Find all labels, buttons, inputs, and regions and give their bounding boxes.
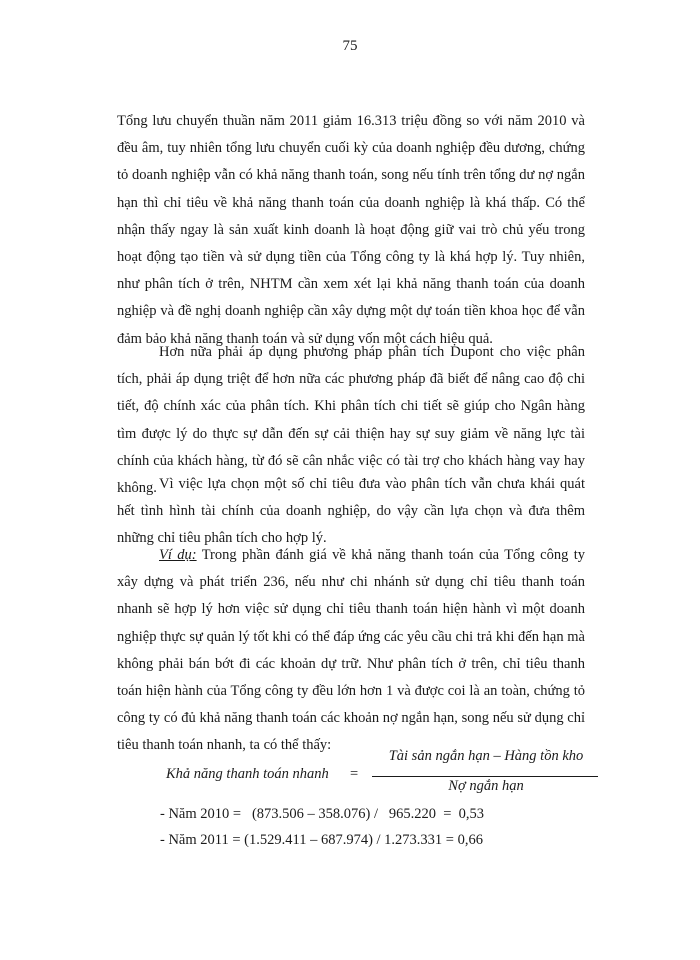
formula-equals: =: [350, 766, 359, 782]
page-number: 75: [342, 38, 358, 54]
calculation-2010: - Năm 2010 = (873.506 – 358.076) / 965.220 = 0,53: [160, 806, 485, 822]
paragraph-example: [117, 542, 585, 760]
example-text: Trong phần đánh giá về khả năng thanh toán của Tổng công ty xây dựng và phát triển 236, nếu như chi nhánh sử dụng chỉ tiêu thanh toán nhanh sẽ hợp lý hơn việc sử dụng chỉ tiêu thanh toán hiện hành vì một doanh nghiệp thực sự quản lý tốt khi có thể đáp ứng các yêu cầu chi trả khi đến hạn mà không phải bán bớt đi các khoản dự trữ. Như phân tích ở trên, chỉ tiêu thanh toán hiện hành của Tổng công ty đều lớn hơn 1 và được coi là an toàn, chứng tỏ công ty có đủ khả năng thanh toán các khoản nợ ngắn hạn, song nếu sử dụng chỉ tiêu thanh toán nhanh, ta có thể thấy:: [117, 547, 586, 754]
paragraph-dupont: Hơn nữa phải áp dụng phương pháp phân tích Dupont cho việc phân tích, phải áp dụng triệt để hơn nữa các phương pháp đã biết để nâng cao độ chi tiết, độ chính xác của phân tích. Khi phân tích chi tiết sẽ giúp cho Ngân hàng tìm được lý do thực sự dẫn đến sự cải thiện hay sự suy giảm về năng lực tài chính của khách hàng, từ đó sẽ cân nhắc việc có tài trợ cho khách hàng vay hay không.: [117, 344, 585, 497]
example-label: Ví dụ:: [159, 547, 197, 563]
calculation-2011: - Năm 2011 = (1.529.411 – 687.974) / 1.273.331 = 0,66: [160, 832, 483, 848]
paragraph-cash-flow: Tổng lưu chuyển thuần năm 2011 giảm 16.313 triệu đồng so với năm 2010 và đều âm, tuy nhiên tổng lưu chuyển cuối kỳ của doanh nghiệp đều dương, chứng tỏ doanh nghiệp vẫn có khả năng thanh toán, song nếu tính trên tổng dư nợ ngắn hạn thì chỉ tiêu về khả năng thanh toán của doanh nghiệp là khá thấp. Có thể nhận thấy ngay là sản xuất kinh doanh là hoạt động giữ vai trò chủ yếu trong hoạt động tạo tiền và sử dụng tiền của Tổng công ty là khá hợp lý. Tuy nhiên, như phân tích ở trên, NHTM cần xem xét lại khả năng thanh toán của doanh nghiệp và đề nghị doanh nghiệp cần xây dựng một dự toán tiền khoa học để vẫn đảm bảo khả năng thanh toán và sử dụng vốn một cách hiệu quả.: [117, 113, 585, 347]
fraction-bar: [372, 776, 598, 777]
quick-ratio-formula: [160, 748, 600, 804]
paragraph-indicators: Vì việc lựa chọn một số chỉ tiêu đưa vào phân tích vẫn chưa khái quát hết tình hình tài chính của doanh nghiệp, do vậy cần lựa chọn và đưa thêm những chỉ tiêu phân tích cho hợp lý.: [117, 476, 585, 547]
formula-numerator: Tài sản ngắn hạn – Hàng tồn kho: [388, 748, 584, 764]
formula-lhs: Khả năng thanh toán nhanh: [166, 766, 329, 782]
formula-denominator: Nợ ngắn hạn: [448, 778, 524, 794]
